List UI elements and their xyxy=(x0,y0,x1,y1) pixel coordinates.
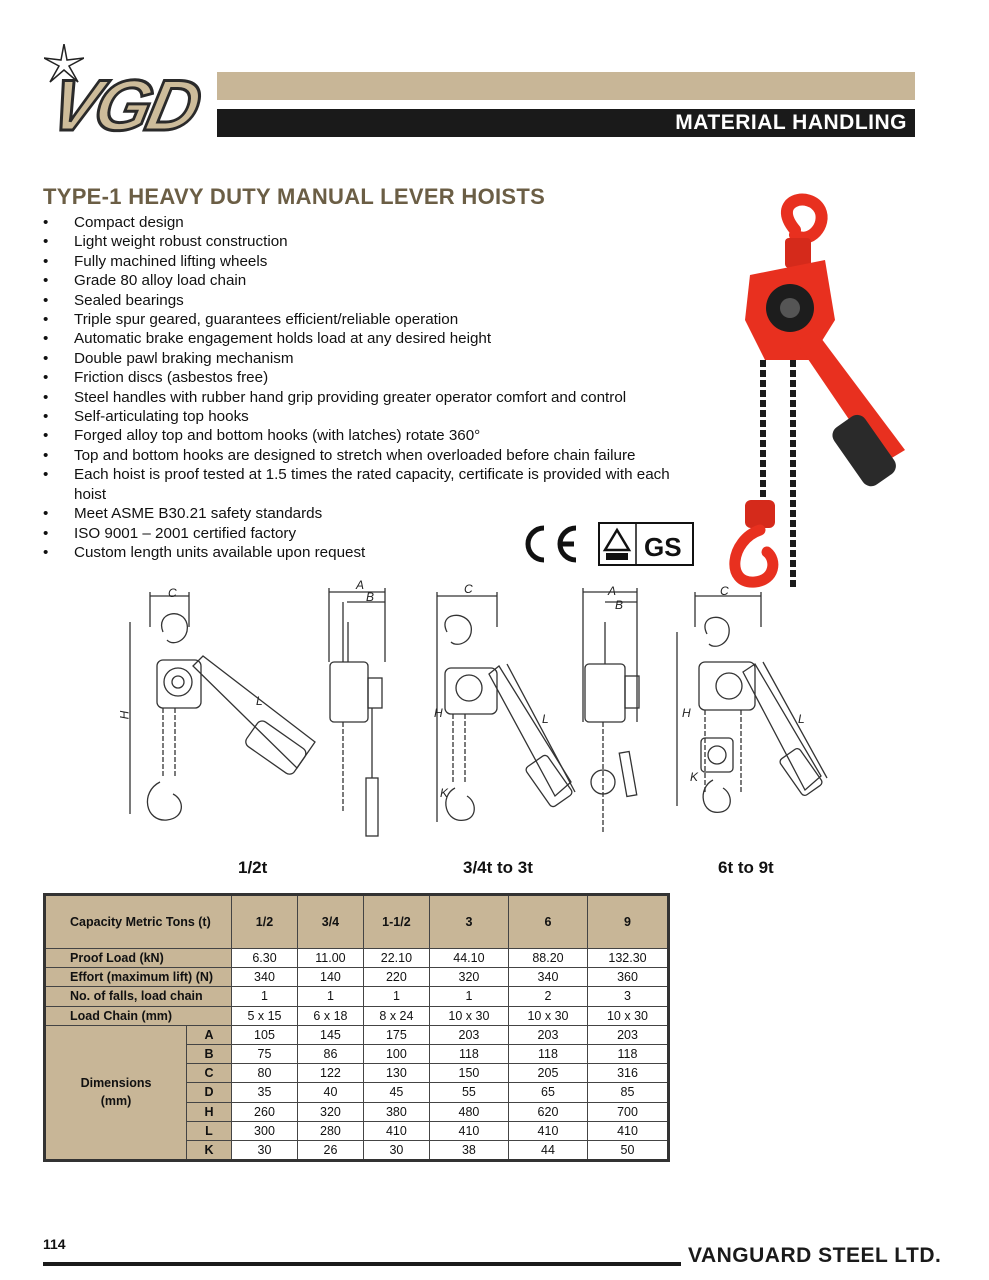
table-cell: 55 xyxy=(429,1083,508,1102)
table-row xyxy=(45,968,669,987)
feature-item: • Grade 80 alloy load chain xyxy=(43,271,693,290)
table-cell: 10 x 30 xyxy=(429,1006,508,1025)
table-cell: 132.30 xyxy=(588,949,669,968)
table-cell: 5 x 15 xyxy=(232,1006,298,1025)
page-title: TYPE-1 HEAVY DUTY MANUAL LEVER HOISTS xyxy=(43,184,546,209)
vgd-logo xyxy=(43,44,205,146)
section-title: MATERIAL HANDLING xyxy=(675,111,907,134)
feature-item: • Double pawl braking mechanism xyxy=(43,349,693,368)
table-cell: 75 xyxy=(232,1044,298,1063)
dimensions-label-line2: (mm) xyxy=(100,1094,132,1109)
table-cell: 260 xyxy=(232,1102,298,1121)
table-row xyxy=(45,1025,669,1044)
dim-letter-a: A xyxy=(608,584,617,598)
table-row xyxy=(45,949,669,968)
table-cell: 203 xyxy=(588,1025,669,1044)
dim-key: H xyxy=(187,1102,232,1121)
dim-letter-c: C xyxy=(720,584,729,598)
lever-hoist-photo xyxy=(715,190,920,595)
dim-key: C xyxy=(187,1064,232,1083)
dim-key: D xyxy=(187,1083,232,1102)
dim-letter-b: B xyxy=(615,598,624,612)
dimensions-label-line1: Dimensions xyxy=(80,1076,152,1091)
table-cell: 280 xyxy=(297,1121,363,1140)
table-cell: 410 xyxy=(508,1121,587,1140)
table-cell: 88.20 xyxy=(508,949,587,968)
table-cell: 44 xyxy=(508,1140,587,1160)
table-cell: 6.30 xyxy=(232,949,298,968)
table-cell: 30 xyxy=(232,1140,298,1160)
dim-letter-h: H xyxy=(117,710,132,720)
table-cell: 118 xyxy=(508,1044,587,1063)
diagram-label: 3/4t to 3t xyxy=(463,858,533,877)
table-cell: 45 xyxy=(363,1083,429,1102)
table-cell: 11.00 xyxy=(297,949,363,968)
table-cell: 10 x 30 xyxy=(588,1006,669,1025)
feature-item: • Sealed bearings xyxy=(43,291,693,310)
table-cell: 1 xyxy=(363,987,429,1006)
table-cell: 140 xyxy=(297,968,363,987)
table-cell: 6 x 18 xyxy=(297,1006,363,1025)
table-cell: 360 xyxy=(588,968,669,987)
header-bar-black xyxy=(217,109,915,137)
feature-item: • Custom length units available upon request xyxy=(43,543,693,562)
table-cell: 65 xyxy=(508,1083,587,1102)
table-cell: 118 xyxy=(588,1044,669,1063)
table-row xyxy=(45,1006,669,1025)
feature-item: • Compact design xyxy=(43,213,693,232)
dim-letter-a: A xyxy=(356,578,365,592)
capacity-cell: 6 xyxy=(508,895,587,949)
capacity-cell: 9 xyxy=(588,895,669,949)
drawing-3t-side xyxy=(583,588,639,832)
capacity-cell: 1/2 xyxy=(232,895,298,949)
table-cell: 85 xyxy=(588,1083,669,1102)
table-cell: 480 xyxy=(429,1102,508,1121)
gs-mark-icon xyxy=(598,522,694,566)
feature-item: • Light weight robust construction xyxy=(43,232,693,251)
feature-item: • Friction discs (asbestos free) xyxy=(43,368,693,387)
drawing-9t xyxy=(677,592,827,812)
row-label: Proof Load (kN) xyxy=(45,949,232,968)
table-cell: 220 xyxy=(363,968,429,987)
diagram-label: 6t to 9t xyxy=(718,858,774,877)
table-cell: 30 xyxy=(363,1140,429,1160)
feature-list xyxy=(43,213,693,562)
table-cell: 8 x 24 xyxy=(363,1006,429,1025)
row-label: No. of falls, load chain xyxy=(45,987,232,1006)
dim-letter-c: C xyxy=(464,582,473,596)
diagram-label: 1/2t xyxy=(238,858,268,877)
table-cell: 40 xyxy=(297,1083,363,1102)
table-cell: 380 xyxy=(363,1102,429,1121)
table-cell: 38 xyxy=(429,1140,508,1160)
feature-item: • Steel handles with rubber hand grip providing greater operator comfort and control xyxy=(43,388,693,407)
table-cell: 1 xyxy=(232,987,298,1006)
table-cell: 3 xyxy=(588,987,669,1006)
feature-item: • Self-articulating top hooks xyxy=(43,407,693,426)
capacity-cell: 1-1/2 xyxy=(363,895,429,949)
table-cell: 150 xyxy=(429,1064,508,1083)
table-cell: 105 xyxy=(232,1025,298,1044)
table-cell: 410 xyxy=(588,1121,669,1140)
header-bar-tan xyxy=(217,72,915,100)
spec-table xyxy=(43,893,670,1162)
table-cell: 80 xyxy=(232,1064,298,1083)
dim-key: B xyxy=(187,1044,232,1063)
technical-drawings xyxy=(115,582,840,844)
drawing-3t xyxy=(437,592,575,822)
table-cell: 1 xyxy=(297,987,363,1006)
row-label: Effort (maximum lift) (N) xyxy=(45,968,232,987)
table-cell: 320 xyxy=(297,1102,363,1121)
feature-item: • Meet ASME B30.21 safety standards xyxy=(43,504,693,523)
feature-item: • Forged alloy top and bottom hooks (with latches) rotate 360° xyxy=(43,426,693,445)
feature-item: • Fully machined lifting wheels xyxy=(43,252,693,271)
dim-letter-l: L xyxy=(798,712,805,726)
ce-mark-icon xyxy=(520,522,582,566)
table-cell: 50 xyxy=(588,1140,669,1160)
table-cell: 320 xyxy=(429,968,508,987)
dim-letter-k: K xyxy=(440,786,449,800)
dim-letter-k: K xyxy=(690,770,699,784)
feature-item: • Automatic brake engagement holds load at any desired height xyxy=(43,329,693,348)
table-cell: 118 xyxy=(429,1044,508,1063)
dim-letter-h: H xyxy=(682,706,691,720)
table-cell: 1 xyxy=(429,987,508,1006)
table-cell: 122 xyxy=(297,1064,363,1083)
footer-rule xyxy=(43,1262,681,1266)
table-cell: 22.10 xyxy=(363,949,429,968)
capacity-header: Capacity Metric Tons (t) xyxy=(45,895,232,949)
page-number: 114 xyxy=(43,1236,66,1252)
table-cell: 130 xyxy=(363,1064,429,1083)
dim-key: A xyxy=(187,1025,232,1044)
feature-item: • Each hoist is proof tested at 1.5 times the rated capacity, certificate is provided with each hoist xyxy=(43,465,693,504)
table-cell: 340 xyxy=(232,968,298,987)
table-cell: 175 xyxy=(363,1025,429,1044)
drawing-half-ton xyxy=(130,592,315,820)
table-cell: 203 xyxy=(429,1025,508,1044)
table-cell: 300 xyxy=(232,1121,298,1140)
company-name: VANGUARD STEEL LTD. xyxy=(688,1244,942,1267)
logo-text: VGD xyxy=(43,66,205,146)
table-cell: 44.10 xyxy=(429,949,508,968)
table-cell: 10 x 30 xyxy=(508,1006,587,1025)
table-cell: 340 xyxy=(508,968,587,987)
table-cell: 35 xyxy=(232,1083,298,1102)
table-cell: 26 xyxy=(297,1140,363,1160)
table-cell: 205 xyxy=(508,1064,587,1083)
dim-letter-b: B xyxy=(366,590,375,604)
table-cell: 316 xyxy=(588,1064,669,1083)
table-cell: 620 xyxy=(508,1102,587,1121)
table-cell: 700 xyxy=(588,1102,669,1121)
table-cell: 2 xyxy=(508,987,587,1006)
dim-key: K xyxy=(187,1140,232,1160)
capacity-cell: 3 xyxy=(429,895,508,949)
dimensions-label xyxy=(45,1025,187,1160)
table-cell: 410 xyxy=(363,1121,429,1140)
dim-letter-l: L xyxy=(542,712,549,726)
feature-item: • Triple spur geared, guarantees efficient/reliable operation xyxy=(43,310,693,329)
table-cell: 86 xyxy=(297,1044,363,1063)
drawing-half-ton-side xyxy=(329,588,385,836)
feature-item: • Top and bottom hooks are designed to stretch when overloaded before chain failure xyxy=(43,446,693,465)
table-cell: 410 xyxy=(429,1121,508,1140)
table-cell: 145 xyxy=(297,1025,363,1044)
dim-letter-c: C xyxy=(168,586,177,600)
table-header-row xyxy=(45,895,669,949)
table-cell: 203 xyxy=(508,1025,587,1044)
dim-letter-l: L xyxy=(256,694,263,708)
dim-key: L xyxy=(187,1121,232,1140)
row-label: Load Chain (mm) xyxy=(45,1006,232,1025)
capacity-cell: 3/4 xyxy=(297,895,363,949)
dim-letter-h: H xyxy=(434,706,443,720)
ce-text: CE xyxy=(520,522,522,523)
table-cell: 100 xyxy=(363,1044,429,1063)
gs-text: GS xyxy=(644,532,682,562)
feature-item: • ISO 9001 – 2001 certified factory xyxy=(43,524,693,543)
table-row xyxy=(45,987,669,1006)
